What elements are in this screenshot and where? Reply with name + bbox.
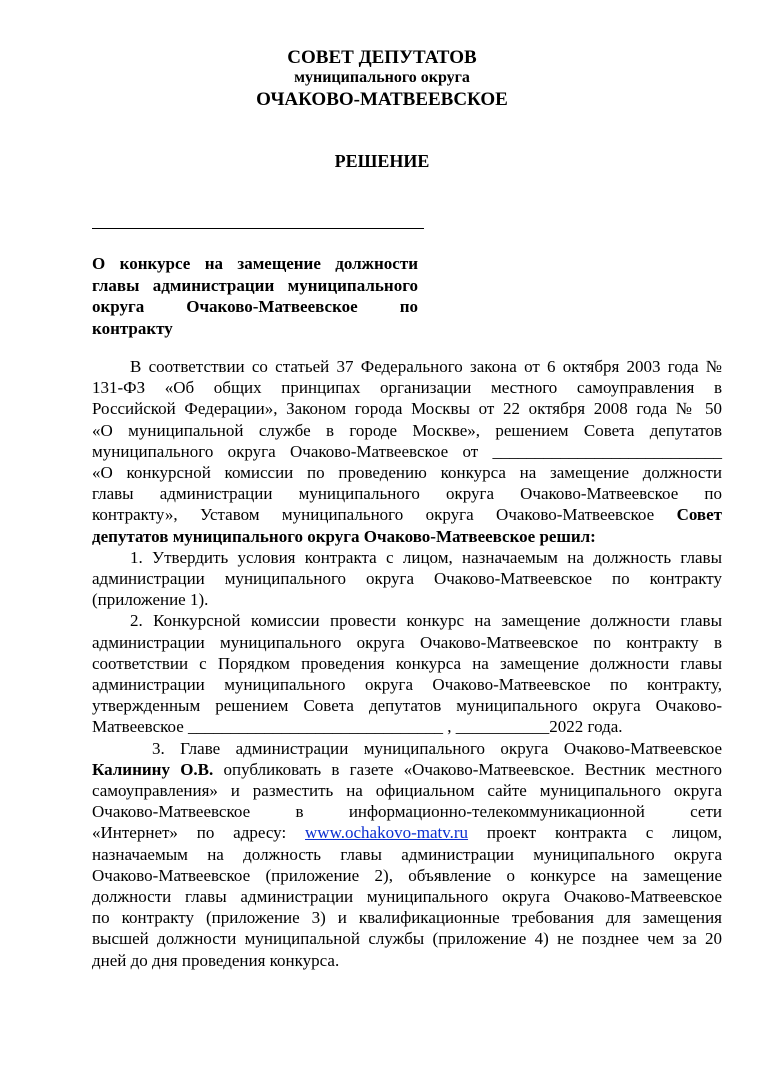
preamble-line: 131-ФЗ «Об общих принципах организации местного самоуправления в — [92, 378, 722, 398]
item3-line: Очаково-Матвеевское (приложение 2), объявление о конкурсе на замещение — [92, 865, 722, 885]
subject-line: главы администрации муниципального — [92, 275, 418, 295]
item2-line: соответствии с Порядком проведения конкурса на замещение должности главы — [92, 653, 722, 673]
preamble-bold-text: Совет — [676, 505, 722, 525]
preamble-line: «О конкурсной комиссии по проведению конкурса на замещение должности — [92, 463, 722, 483]
item2-line: 2. Конкурсной комиссии провести конкурс на замещение должности главы — [130, 611, 722, 631]
item3-text: «Интернет» по адресу: — [92, 823, 306, 843]
item2-line: утвержденным решением Совета депутатов муниципального округа Очаково- — [92, 696, 722, 716]
preamble-text: контракту», Уставом муниципального округа Очаково-Матвеевское — [92, 505, 677, 525]
item3-line: самоуправления» и разместить на официальном сайте муниципального округа — [92, 781, 722, 801]
item3-line: 3. Главе администрации муниципального округа Очаково-Матвеевское — [152, 738, 722, 758]
preamble-line: главы администрации муниципального округа Очаково-Матвеевское по — [92, 484, 722, 504]
item3-line: Очаково-Матвеевское в информационно-телекоммуникационной сети — [92, 802, 722, 822]
decision-heading: РЕШЕНИЕ — [334, 151, 430, 171]
preamble-line: В соответствии со статьей 37 Федерального закона от 6 октября 2003 года № — [130, 357, 722, 376]
person-name: Калинину О.В. — [92, 759, 214, 779]
item3-line: дней до дня проведения конкурса. — [92, 950, 340, 970]
preamble-line: Российской Федерации», Законом города Москвы от 22 октября 2008 года № 50 — [92, 399, 722, 419]
item2-line: Матвеевское ______________________________ , ___________2022 года. — [92, 717, 623, 737]
subject-line: О конкурсе на замещение должности — [92, 254, 418, 273]
preamble-line: «О муниципальной службе в городе Москве», решением Совета депутатов — [92, 420, 722, 440]
preamble-line: муниципального округа Очаково-Матвеевское от ___________________________ — [92, 441, 722, 461]
item3-text: опубликовать в газете «Очаково-Матвеевское. Вестник местного — [213, 759, 723, 779]
item3-line: должности главы администрации муниципального округа Очаково-Матвеевское — [92, 887, 722, 907]
item1-line: (приложение 1). — [92, 590, 209, 610]
decision-subject — [92, 253, 418, 339]
decision-body — [92, 356, 722, 971]
website-link[interactable]: www.ochakovo-matv.ru — [305, 823, 469, 843]
date-number-line — [92, 228, 424, 229]
subject-line: контракту — [92, 318, 173, 338]
item3-line — [92, 759, 722, 780]
item3-text: проект контракта с лицом, — [468, 823, 722, 843]
preamble-line — [92, 504, 722, 525]
item3-line: по контракту (приложение 3) и квалификационные требования для замещения — [92, 908, 722, 928]
council-title: СОВЕТ ДЕПУТАТОВ — [287, 47, 477, 68]
item1-line: 1. Утвердить условия контракта с лицом, назначаемым на должность главы — [130, 547, 722, 567]
preamble-line: депутатов муниципального округа Очаково-Матвеевское решил: — [92, 526, 596, 546]
council-subtitle: муниципального округа — [294, 69, 470, 86]
item3-line — [92, 822, 722, 843]
item2-line: администрации муниципального округа Очаково-Матвеевское по контракту в — [92, 632, 722, 652]
item3-line: высшей должности муниципальной службы (приложение 4) не позднее чем за 20 — [92, 929, 722, 949]
subject-line: округа Очаково-Матвеевское по — [92, 297, 418, 316]
item2-line: администрации муниципального округа Очаково-Матвеевское по контракту, — [92, 675, 722, 695]
district-name: ОЧАКОВО-МАТВЕЕВСКОЕ — [256, 89, 508, 110]
item1-line: администрации муниципального округа Очаково-Матвеевское по контракту — [92, 569, 722, 589]
item3-line: назначаемым на должность главы администрации муниципального округа — [92, 844, 722, 864]
